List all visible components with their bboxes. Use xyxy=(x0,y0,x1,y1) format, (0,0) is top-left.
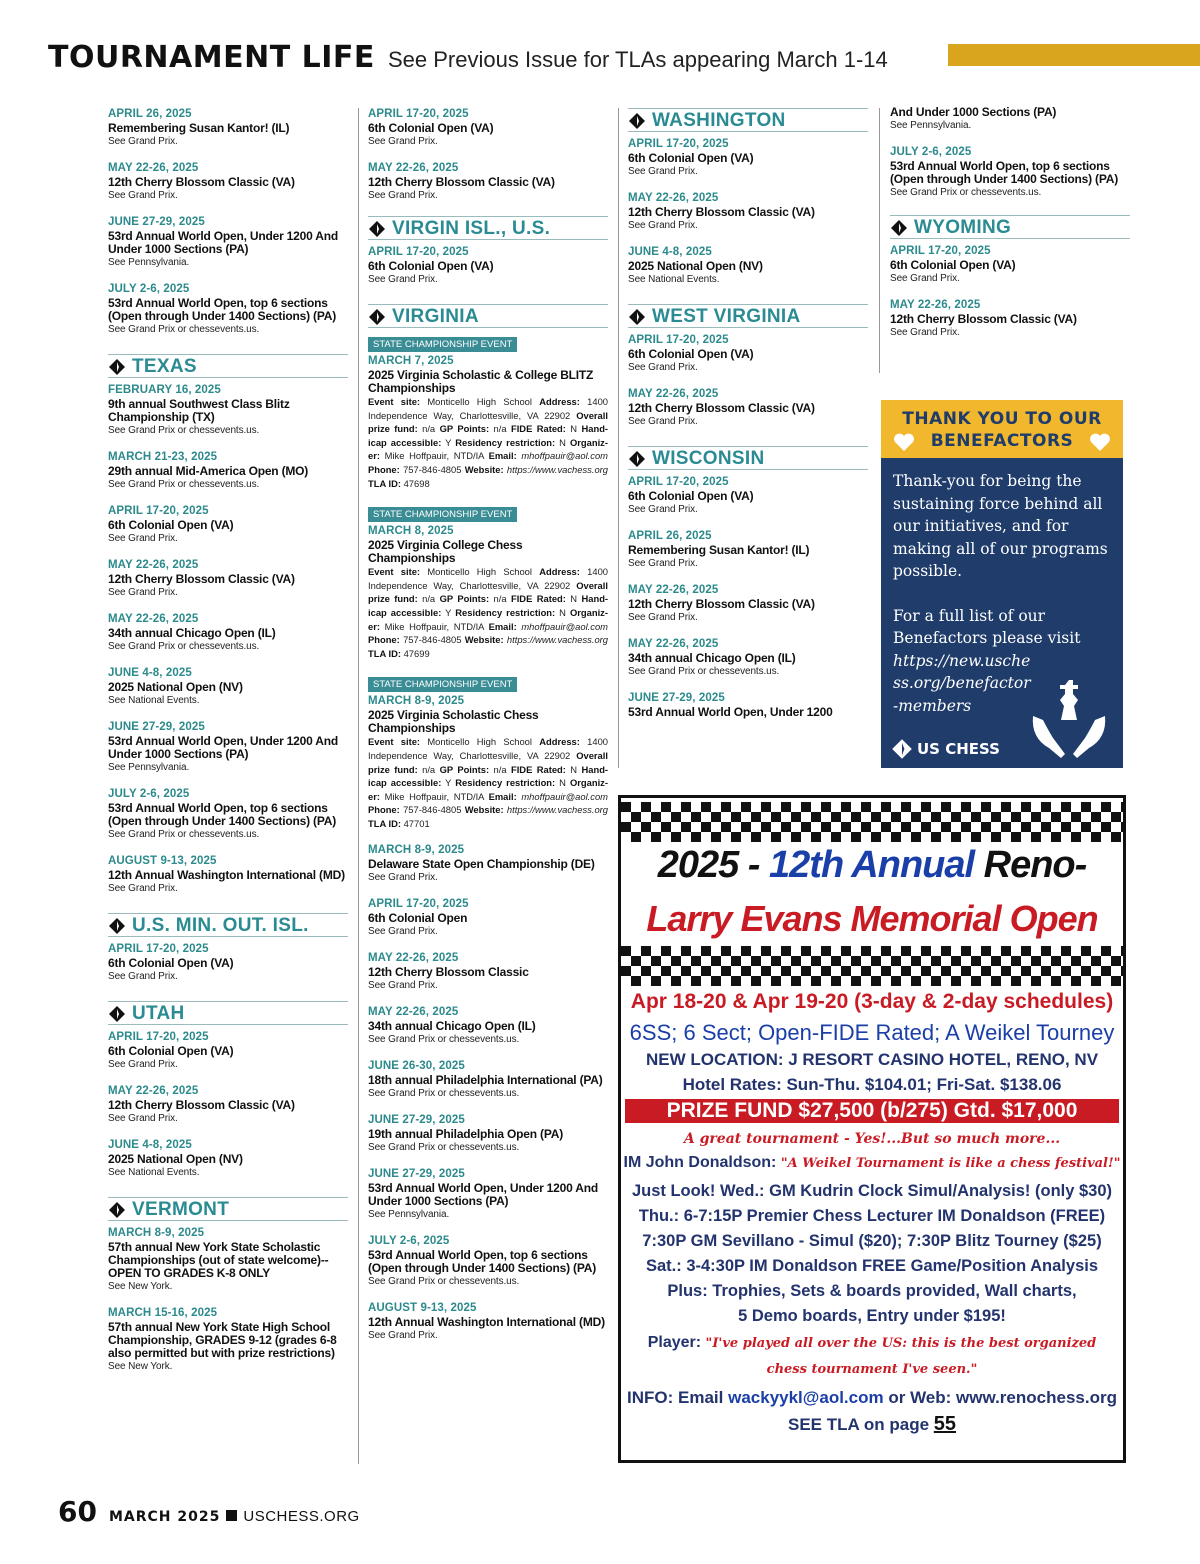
event-date: MARCH 15-16, 2025 xyxy=(108,1307,218,1319)
event-listing xyxy=(368,952,608,992)
event-ref: See Grand Prix. xyxy=(108,533,178,544)
event-ref: See Grand Prix. xyxy=(108,971,178,982)
state-name: WEST VIRGINIA xyxy=(652,306,801,327)
chess-logo-icon xyxy=(890,219,908,237)
event-ref: See Grand Prix. xyxy=(108,136,178,147)
event-ref: See Grand Prix. xyxy=(108,587,178,598)
event-date: AUGUST 9-13, 2025 xyxy=(108,855,217,867)
event-listing xyxy=(368,1114,608,1154)
event-date: APRIL 17-20, 2025 xyxy=(108,943,209,955)
event-ref: See Grand Prix or chessevents.us. xyxy=(108,324,260,335)
event-name: 12th Cherry Blossom Classic xyxy=(368,965,529,980)
ad-location: NEW LOCATION: J RESORT CASINO HOTEL, RENO, NV xyxy=(645,1050,1099,1069)
event-listing xyxy=(108,384,348,437)
ad-event-name: Larry Evans Memorial Open xyxy=(646,898,1098,939)
ad-quote-player-cont: chess tournament I've seen." xyxy=(766,1362,978,1377)
event-date: MARCH 8-9, 2025 xyxy=(108,1227,205,1239)
event-date: MAY 22-26, 2025 xyxy=(628,584,719,596)
ad-line-lecture: Thu.: 6-7:15P Premier Chess Lecturer IM Donaldson (FREE) xyxy=(638,1207,1106,1225)
event-date: MARCH 21-23, 2025 xyxy=(108,451,218,463)
event-name: Remembering Susan Kantor! (IL) xyxy=(108,121,290,135)
event-ref: See Grand Prix or chessevents.us. xyxy=(368,1088,520,1100)
event-name: 57th annual New York State High School Championship, GRADES 9-12 (grades 6-8 also permitted but with prize restrictions) xyxy=(108,1320,337,1360)
event-listing-continued xyxy=(890,106,1130,132)
event-ref: See New York. xyxy=(108,1361,173,1372)
event-ref: See Grand Prix. xyxy=(628,612,698,623)
event-name: 34th annual Chicago Open (IL) xyxy=(108,626,276,640)
benefactors-ad xyxy=(881,400,1123,768)
header-accent-bar xyxy=(948,44,1200,66)
event-name: 6th Colonial Open (VA) xyxy=(108,518,234,532)
ad-line-demo: 5 Demo boards, Entry under $195! xyxy=(738,1307,1006,1325)
event-date: JUNE 27-29, 2025 xyxy=(368,1168,465,1181)
state-championship-badge: STATE CHAMPIONSHIP EVENT xyxy=(368,507,517,522)
benefactors-heading-line2: BENEFACTORS xyxy=(930,431,1074,451)
ad-page-ref: 55 xyxy=(933,1413,957,1435)
event-date: MARCH 8-9, 2025 xyxy=(368,844,465,857)
event-date: MAY 22-26, 2025 xyxy=(628,388,719,400)
championship-listing xyxy=(368,504,608,660)
event-listing xyxy=(628,388,868,428)
event-name: 2025 Virginia Scholastic Chess Championships xyxy=(368,708,539,736)
event-date: MAY 22-26, 2025 xyxy=(368,952,459,965)
event-name: 53rd Annual World Open, top 6 sections (Open through Under 1400 Sections) (PA) xyxy=(368,1248,596,1276)
event-listing xyxy=(108,1031,348,1071)
event-ref: See National Events. xyxy=(628,274,720,285)
event-name: 53rd Annual World Open, Under 1200 xyxy=(628,705,833,719)
event-listing xyxy=(368,1302,608,1342)
state-heading-wyoming xyxy=(890,215,1130,239)
event-ref: See Grand Prix. xyxy=(368,980,438,992)
event-listing xyxy=(368,246,608,286)
state-heading-virgin-islands xyxy=(368,216,608,240)
event-ref: See Grand Prix or chessevents.us. xyxy=(108,829,260,840)
event-date: FEBRUARY 16, 2025 xyxy=(108,384,221,396)
event-listing xyxy=(890,299,1130,339)
event-date: MARCH 8, 2025 xyxy=(368,525,454,538)
event-listing xyxy=(368,1168,608,1221)
event-name: 12th Cherry Blossom Classic (VA) xyxy=(890,312,1077,326)
event-ref: See Grand Prix. xyxy=(628,416,698,427)
event-date: MAY 22-26, 2025 xyxy=(628,192,719,204)
event-name: 6th Colonial Open (VA) xyxy=(108,1044,234,1058)
event-ref: See Grand Prix or chessevents.us. xyxy=(108,425,260,436)
chess-logo-icon xyxy=(628,450,646,468)
event-listing xyxy=(628,584,868,624)
event-listing xyxy=(108,788,348,841)
column-divider xyxy=(358,108,359,1464)
page-header xyxy=(48,40,1200,80)
event-listing xyxy=(108,451,348,491)
event-ref: See Grand Prix. xyxy=(108,1113,178,1124)
event-listing xyxy=(108,721,348,774)
state-heading-texas xyxy=(108,354,348,378)
state-heading-west-virginia xyxy=(628,304,868,328)
state-heading-us-minor-outlying-islands xyxy=(108,913,348,937)
event-ref: See Grand Prix or chessevents.us. xyxy=(368,1276,520,1288)
event-listing xyxy=(628,138,868,178)
state-name: VIRGINIA xyxy=(392,306,479,327)
event-name: 12th Cherry Blossom Classic (VA) xyxy=(628,597,815,611)
event-name: 12th Cherry Blossom Classic (VA) xyxy=(108,175,295,189)
state-championship-badge: STATE CHAMPIONSHIP EVENT xyxy=(368,337,517,352)
event-name: 6th Colonial Open (VA) xyxy=(368,259,494,273)
state-name: VIRGIN ISL., U.S. xyxy=(392,218,551,239)
ad-title: 2025 - 12th Annual Reno- xyxy=(657,844,1087,886)
event-listing xyxy=(628,334,868,374)
event-listing xyxy=(368,1235,608,1288)
hands-holding-king-icon xyxy=(1029,676,1109,760)
ad-line-blitz: 7:30P GM Sevillano - Simul ($20); 7:30P Blitz Tourney ($25) xyxy=(642,1232,1102,1250)
event-listing xyxy=(108,1085,348,1125)
site-url: USCHESS.ORG xyxy=(243,1508,360,1525)
event-date: APRIL 17-20, 2025 xyxy=(890,245,991,257)
state-heading-washington xyxy=(628,108,868,132)
uschess-logo: US CHESS xyxy=(891,738,1000,760)
event-date: APRIL 17-20, 2025 xyxy=(628,334,729,346)
event-date: APRIL 17-20, 2025 xyxy=(628,138,729,150)
event-name: 12th Cherry Blossom Classic (VA) xyxy=(368,175,555,189)
email-link[interactable]: mhoffpauir@aol.com xyxy=(521,790,608,802)
event-listing xyxy=(108,559,348,599)
event-listing xyxy=(108,162,348,202)
ad-prize-fund: PRIZE FUND $27,500 (b/275) Gtd. $17,000 xyxy=(625,1098,1119,1124)
state-name: TEXAS xyxy=(132,356,197,377)
event-date: JUNE 4-8, 2025 xyxy=(628,246,712,258)
page-number: 60 xyxy=(58,1495,97,1528)
event-listing xyxy=(108,1139,348,1179)
event-listing xyxy=(368,162,608,202)
state-heading-utah xyxy=(108,1001,348,1025)
event-name: 34th annual Chicago Open (IL) xyxy=(368,1019,536,1034)
event-name: 53rd Annual World Open, Under 1200 And Under 1000 Sections (PA) xyxy=(368,1181,598,1209)
benefactors-link[interactable]: https://new.uschess.org/benefactor-members xyxy=(893,651,1031,715)
event-name: 53rd Annual World Open, Under 1200 And Under 1000 Sections (PA) xyxy=(108,734,338,761)
ad-quote-donaldson: IM John Donaldson: "A Weikel Tournament is like a chess festival!" xyxy=(623,1154,1121,1171)
event-name: 6th Colonial Open (VA) xyxy=(628,151,754,165)
event-date: JUNE 26-30, 2025 xyxy=(368,1060,465,1073)
state-name: WYOMING xyxy=(914,217,1012,238)
event-listing xyxy=(108,1227,348,1293)
event-date: APRIL 17-20, 2025 xyxy=(108,1031,209,1043)
event-ref: See Pennsylvania. xyxy=(368,1209,450,1221)
event-listing xyxy=(108,667,348,707)
state-championship-badge: STATE CHAMPIONSHIP EVENT xyxy=(368,677,517,692)
column-2 xyxy=(368,108,608,1356)
event-name: 2025 National Open (NV) xyxy=(108,1152,243,1166)
event-name: Delaware State Open Championship (DE) xyxy=(368,857,595,872)
event-details: Event site: Monticello High School Address: 1400 Independence Way, Charlottesville, VA 22902 Overall prize fund: n/a GP Points: n/a FIDE Rated: N Hand-icap accessible: Y Residency restriction: N Organiz-er: Mike Hoffpauir, NTD/IA Email: mhoffpauir@aol.com Phone: 757-846-4805 Website: https://www.vachess.org TLA ID: 47701 xyxy=(368,736,609,829)
event-date: MARCH 8-9, 2025 xyxy=(368,695,465,708)
event-name: 53rd Annual World Open, top 6 sections (Open through Under 1400 Sections) (PA) xyxy=(108,296,336,323)
event-name: 2025 Virginia Scholastic & College BLITZ Championships xyxy=(368,368,594,395)
event-date: APRIL 26, 2025 xyxy=(628,530,712,542)
championship-listing xyxy=(368,674,608,830)
ad-info: INFO: Email wackyykl@aol.com or Web: www.renochess.org xyxy=(627,1388,1117,1407)
event-date: JUNE 27-29, 2025 xyxy=(628,692,725,704)
event-date: JUNE 4-8, 2025 xyxy=(108,1139,192,1151)
page-footer xyxy=(58,1495,360,1528)
ad-quote-player: Player: "I've played all over the US: this is the best organized xyxy=(647,1334,1097,1351)
event-name: 57th annual New York State Scholastic Championships (out of state welcome)-- OPEN TO GRADES K-8 ONLY xyxy=(108,1240,329,1280)
event-listing xyxy=(108,108,348,148)
state-heading-virginia xyxy=(368,304,608,328)
chess-logo-icon xyxy=(628,308,646,326)
event-date: APRIL 17-20, 2025 xyxy=(368,246,469,258)
event-listing xyxy=(628,638,868,678)
ad-see-tla: SEE TLA on page 55 xyxy=(787,1413,957,1435)
event-date: MAY 22-26, 2025 xyxy=(108,613,199,625)
event-ref: See Pennsylvania. xyxy=(108,762,190,773)
event-date: APRIL 26, 2025 xyxy=(108,108,192,120)
event-ref: See Grand Prix. xyxy=(628,362,698,373)
section-subtitle: See Previous Issue for TLAs appearing March 1-14 xyxy=(388,47,888,72)
event-date: MAY 22-26, 2025 xyxy=(108,559,199,571)
state-heading-wisconsin xyxy=(628,446,868,470)
chess-logo-icon xyxy=(368,220,386,238)
event-ref: See Grand Prix or chessevents.us. xyxy=(368,1034,520,1046)
event-ref: See Grand Prix. xyxy=(368,926,438,938)
column-1 xyxy=(108,108,348,1387)
column-4 xyxy=(890,106,1130,353)
state-name: WASHINGTON xyxy=(652,110,786,131)
event-ref: See Pennsylvania. xyxy=(890,120,972,131)
event-listing xyxy=(368,108,608,148)
ad-line-simul: Just Look! Wed.: GM Kudrin Clock Simul/Analysis! (only $30) xyxy=(631,1182,1113,1200)
event-listing xyxy=(108,943,348,983)
event-details: Event site: Monticello High School Address: 1400 Independence Way, Charlottesville, VA 22902 Overall prize fund: n/a GP Points: n/a FIDE Rated: N Hand-icap accessible: Y Residency restriction: N Organiz-er: Mike Hoffpauir, NTD/IA Email: mhoffpauir@aol.com Phone: 757-846-4805 Website: https://www.vachess.org TLA ID: 47698 xyxy=(368,396,609,489)
event-name: 9th annual Southwest Class Blitz Championship (TX) xyxy=(108,397,290,424)
event-ref: See Grand Prix. xyxy=(108,190,178,201)
event-ref: See Grand Prix. xyxy=(108,883,178,894)
event-date: JUNE 27-29, 2025 xyxy=(108,721,205,733)
chess-logo-icon xyxy=(108,1005,126,1023)
event-date: APRIL 17-20, 2025 xyxy=(368,108,469,120)
event-listing xyxy=(890,245,1130,285)
event-ref: See Grand Prix. xyxy=(368,872,438,884)
event-name: 12th Annual Washington International (MD) xyxy=(108,868,345,882)
ad-line-plus: Plus: Trophies, Sets & boards provided, Wall charts, xyxy=(667,1282,1077,1300)
event-ref: See Grand Prix. xyxy=(108,1059,178,1070)
event-date: MARCH 7, 2025 xyxy=(368,355,454,367)
ad-line-analysis: Sat.: 3-4:30P IM Donaldson FREE Game/Position Analysis xyxy=(645,1257,1099,1275)
event-date: MAY 22-26, 2025 xyxy=(368,162,459,174)
separator-square xyxy=(226,1510,237,1521)
email-link[interactable]: mhoffpauir@aol.com xyxy=(521,450,608,462)
event-listing xyxy=(108,283,348,336)
column-divider xyxy=(879,108,880,373)
state-name: UTAH xyxy=(132,1003,185,1024)
event-name: 19th annual Philadelphia Open (PA) xyxy=(368,1127,564,1142)
event-name: 12th Annual Washington International (MD) xyxy=(368,1315,605,1330)
event-listing xyxy=(628,192,868,232)
state-heading-vermont xyxy=(108,1197,348,1221)
event-date: APRIL 17-20, 2025 xyxy=(628,476,729,488)
event-name: 53rd Annual World Open, Under 1200 And Under 1000 Sections (PA) xyxy=(108,229,338,256)
event-name: 2025 National Open (NV) xyxy=(628,259,763,273)
event-date: JUNE 4-8, 2025 xyxy=(108,667,192,679)
website-link[interactable]: https://www.vachess.org xyxy=(506,634,609,646)
event-ref: See Grand Prix. xyxy=(890,273,960,284)
event-date: JULY 2-6, 2025 xyxy=(890,146,972,158)
state-name: VERMONT xyxy=(132,1199,230,1220)
checkered-border xyxy=(621,802,1123,842)
event-name: 6th Colonial Open (VA) xyxy=(628,347,754,361)
event-ref: See Grand Prix. xyxy=(368,274,438,285)
event-name: 6th Colonial Open (VA) xyxy=(368,121,494,135)
event-listing xyxy=(368,844,608,884)
event-details: Event site: Monticello High School Address: 1400 Independence Way, Charlottesville, VA 22902 Overall prize fund: n/a GP Points: n/a FIDE Rated: N Hand-icap accessible: Y Residency restriction: N Organiz-er: Mike Hoffpauir, NTD/IA Email: mhoffpauir@aol.com Phone: 757-846-4805 Website: https://www.vachess.org TLA ID: 47699 xyxy=(368,566,609,659)
event-listing xyxy=(108,216,348,269)
event-listing xyxy=(368,898,608,938)
championship-listing xyxy=(368,334,608,490)
website-link[interactable]: https://www.vachess.org xyxy=(506,804,609,816)
event-ref: See Grand Prix. xyxy=(368,1330,438,1342)
event-date: JULY 2-6, 2025 xyxy=(368,1235,450,1248)
event-ref: See Grand Prix. xyxy=(368,190,438,201)
issue-date: MARCH 2025 xyxy=(108,1509,221,1525)
heart-icon xyxy=(893,432,915,452)
event-date: APRIL 17-20, 2025 xyxy=(368,898,469,911)
event-ref: See Grand Prix. xyxy=(628,166,698,177)
event-listing xyxy=(108,855,348,895)
column-3 xyxy=(628,108,868,733)
event-name: 18th annual Philadelphia International (PA) xyxy=(368,1073,603,1088)
event-ref: See Grand Prix or chessevents.us. xyxy=(368,1142,520,1154)
website-link[interactable]: https://www.vachess.org xyxy=(506,463,609,475)
email-link[interactable]: mhoffpauir@aol.com xyxy=(521,620,608,632)
benefactors-banner xyxy=(881,400,1123,458)
heart-icon xyxy=(1089,432,1111,452)
event-listing xyxy=(628,692,868,719)
event-name: Remembering Susan Kantor! (IL) xyxy=(628,543,810,557)
event-date: MAY 22-26, 2025 xyxy=(108,1085,199,1097)
chess-logo-icon xyxy=(368,308,386,326)
event-name: 12th Cherry Blossom Classic (VA) xyxy=(628,205,815,219)
event-name: 2025 Virginia College Chess Championships xyxy=(368,538,523,566)
event-date: APRIL 17-20, 2025 xyxy=(108,505,209,517)
event-name: 12th Cherry Blossom Classic (VA) xyxy=(628,401,815,415)
event-ref: See Grand Prix or chessevents.us. xyxy=(108,641,260,652)
event-name: And Under 1000 Sections (PA) xyxy=(890,105,1057,119)
section-title: TOURNAMENT LIFE xyxy=(48,40,375,75)
event-ref: See Grand Prix or chessevents.us. xyxy=(108,479,260,490)
event-ref: See National Events. xyxy=(108,1167,200,1178)
event-listing xyxy=(368,1006,608,1046)
reno-tournament-ad xyxy=(618,795,1126,1463)
event-ref: See Grand Prix. xyxy=(628,504,698,515)
event-name: 6th Colonial Open (VA) xyxy=(108,956,234,970)
checkered-border xyxy=(621,946,1123,986)
ad-hotel-rates: Hotel Rates: Sun-Thu. $104.01; Fri-Sat. $138.06 xyxy=(682,1075,1062,1094)
chess-logo-icon xyxy=(108,917,126,935)
event-name: 6th Colonial Open (VA) xyxy=(628,489,754,503)
column-divider xyxy=(618,108,619,768)
event-date: MAY 22-26, 2025 xyxy=(628,638,719,650)
benefactors-thanks: Thank-you for being the sustaining force behind all our initiatives, and for making all of our programs possible. xyxy=(893,472,1108,580)
event-name: 34th annual Chicago Open (IL) xyxy=(628,651,796,665)
ad-email-link[interactable]: wackyykl@aol.com xyxy=(728,1388,884,1407)
ad-website-link[interactable]: www.renochess.org xyxy=(956,1388,1117,1407)
ad-tagline: A great tournament - Yes!...But so much more... xyxy=(683,1131,1061,1147)
event-ref: See Pennsylvania. xyxy=(108,257,190,268)
event-ref: See Grand Prix. xyxy=(628,220,698,231)
event-date: MAY 22-26, 2025 xyxy=(108,162,199,174)
event-name: 6th Colonial Open xyxy=(368,911,468,926)
event-date: JULY 2-6, 2025 xyxy=(108,283,190,295)
event-date: MAY 22-26, 2025 xyxy=(368,1006,459,1019)
ad-dates: Apr 18-20 & Apr 19-20 (3-day & 2-day schedules) xyxy=(630,990,1114,1013)
state-name: WISCONSIN xyxy=(652,448,765,469)
event-date: MAY 22-26, 2025 xyxy=(890,299,981,311)
chess-logo-icon xyxy=(108,358,126,376)
event-date: AUGUST 9-13, 2025 xyxy=(368,1302,477,1315)
event-ref: See New York. xyxy=(108,1281,173,1292)
event-name: 6th Colonial Open (VA) xyxy=(890,258,1016,272)
event-name: 2025 National Open (NV) xyxy=(108,680,243,694)
event-date: JUNE 27-29, 2025 xyxy=(108,216,205,228)
benefactors-visit: For a full list of our Benefactors please visit xyxy=(893,606,1081,647)
event-listing xyxy=(890,146,1130,199)
event-listing xyxy=(108,613,348,653)
event-date: JULY 2-6, 2025 xyxy=(108,788,190,800)
event-ref: See National Events. xyxy=(108,695,200,706)
event-ref: See Grand Prix. xyxy=(368,136,438,147)
event-listing xyxy=(628,476,868,516)
event-ref: See Grand Prix or chessevents.us. xyxy=(628,666,780,677)
event-listing xyxy=(108,1307,348,1373)
event-ref: See Grand Prix or chessevents.us. xyxy=(890,187,1042,198)
chess-logo-icon xyxy=(628,112,646,130)
event-name: 53rd Annual World Open, top 6 sections (Open through Under 1400 Sections) (PA) xyxy=(108,801,336,828)
event-name: 29th annual Mid-America Open (MO) xyxy=(108,464,309,478)
event-listing xyxy=(108,505,348,545)
benefactors-heading-line1: THANK YOU TO OUR xyxy=(902,409,1102,429)
event-name: 12th Cherry Blossom Classic (VA) xyxy=(108,572,295,586)
event-name: 12th Cherry Blossom Classic (VA) xyxy=(108,1098,295,1112)
chess-logo-icon xyxy=(891,738,913,760)
event-listing xyxy=(628,246,868,286)
state-name: U.S. MIN. OUT. ISL. xyxy=(132,915,309,936)
event-ref: See Grand Prix. xyxy=(628,558,698,569)
event-name: 53rd Annual World Open, top 6 sections (Open through Under 1400 Sections) (PA) xyxy=(890,159,1118,186)
event-date: JUNE 27-29, 2025 xyxy=(368,1114,465,1127)
event-listing xyxy=(628,530,868,570)
chess-logo-icon xyxy=(108,1201,126,1219)
event-ref: See Grand Prix. xyxy=(890,327,960,338)
ad-format: 6SS; 6 Sect; Open-FIDE Rated; A Weikel Tourney xyxy=(629,1020,1115,1045)
event-listing xyxy=(368,1060,608,1100)
